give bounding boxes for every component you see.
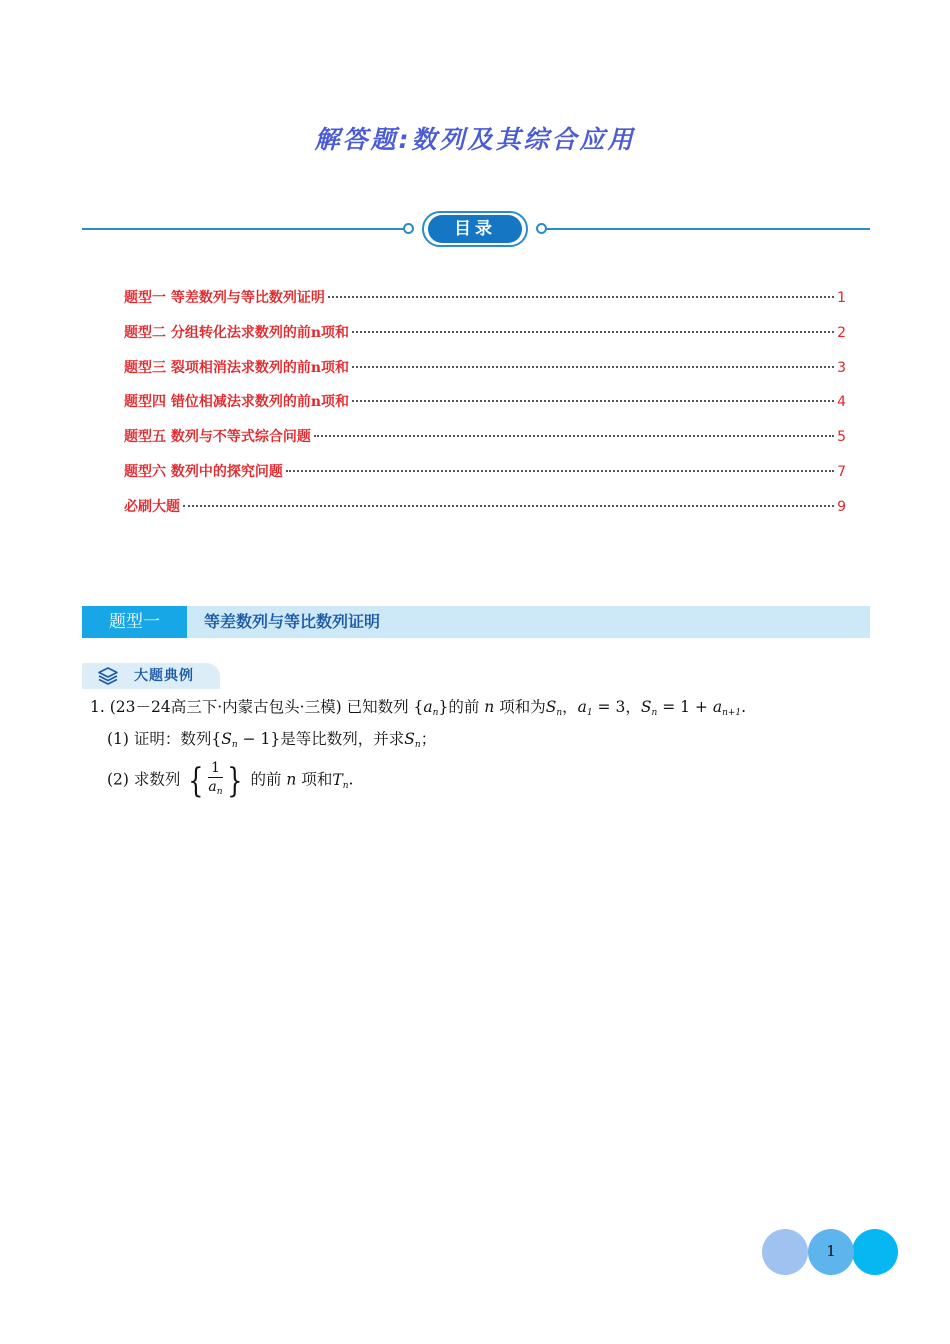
problem-stem: 1. (23－24高三下·内蒙古包头·三模) 已知数列 $\{a_n\}$的前 n 项和为$S_n$，$a_1 = 3$，$S_n = 1 + a_{n+1}$.	[90, 698, 747, 718]
problem-source: (23－24高三下·内蒙古包头·三模)	[109, 698, 342, 716]
toc-leader-dots	[352, 331, 834, 333]
math-expr: $S_n$	[404, 730, 421, 750]
toc-item-label: 题型一 等差数列与等比数列证明	[124, 290, 325, 306]
problem-text: 是等比数列，并求	[280, 730, 405, 748]
toc-item-label: 题型四 错位相减法求数列的前n项和	[124, 394, 350, 411]
toc-leader-dots	[352, 400, 834, 402]
toc-item[interactable]	[124, 287, 846, 322]
example-label: 大题典例	[134, 668, 194, 684]
toc-item-label: 题型三 裂项相消法求数列的前n项和	[124, 359, 350, 376]
toc-divider-right	[546, 228, 870, 230]
problem-text: ，	[625, 698, 641, 716]
math-fraction-set: { $\frac{1}{a_n}$ }	[188, 760, 243, 801]
page-number: 1	[826, 1242, 836, 1260]
problem-text: ，	[562, 698, 578, 716]
toc-item-page: 3	[837, 359, 846, 376]
page-circle-decor	[852, 1229, 898, 1275]
toc-heading: 目录	[428, 215, 522, 243]
math-expr: $T_n$	[332, 770, 349, 791]
page-circle-decor	[762, 1229, 808, 1275]
toc-leader-dots	[286, 470, 834, 472]
toc-item-label: 题型五 数列与不等式综合问题	[124, 429, 311, 446]
toc-item-page: 4	[837, 394, 846, 411]
math-expr: n	[281, 770, 302, 789]
toc-item-page: 5	[837, 429, 846, 446]
toc-divider-left	[82, 228, 404, 230]
toc-leader-dots	[352, 366, 834, 368]
section-title: 等差数列与等比数列证明	[204, 612, 381, 631]
toc-item-page: 2	[837, 324, 846, 341]
problem-text: ；	[420, 730, 437, 748]
document-title: 解答题:数列及其综合应用	[314, 125, 636, 154]
page-indicator	[762, 1229, 902, 1277]
problem-text: 的前	[250, 770, 282, 789]
problem-text: 项和为	[499, 698, 546, 716]
table-of-contents	[124, 287, 846, 531]
toc-item[interactable]	[124, 496, 846, 531]
math-expr: $\{S_n - 1\}$	[211, 730, 281, 750]
problem-part-1	[107, 726, 436, 758]
problem-text: (2) 求数列	[107, 770, 181, 789]
toc-leader-dots	[314, 435, 834, 437]
problem-text: (1) 证明：数列	[107, 730, 212, 748]
problem-part-2	[107, 760, 353, 801]
problem-text: 项和	[301, 770, 333, 789]
section-header	[82, 606, 870, 638]
toc-item[interactable]	[124, 357, 846, 392]
toc-item-page: 1	[837, 290, 846, 306]
section-tag: 题型一	[82, 606, 187, 638]
toc-item-label: 必刷大题	[124, 498, 180, 515]
problem-number: 1.	[90, 698, 105, 716]
math-expr: $S_n = 1 + a_{n+1}$.	[640, 698, 747, 718]
math-expr: $a_1 = 3$	[577, 698, 626, 718]
layers-icon	[96, 666, 120, 686]
toc-item[interactable]	[124, 322, 846, 357]
toc-item[interactable]	[124, 391, 846, 426]
toc-leader-dots	[183, 505, 834, 507]
toc-item-label: 题型二 分组转化法求数列的前n项和	[124, 324, 350, 341]
problem-1	[90, 694, 747, 801]
toc-leader-dots	[328, 296, 834, 298]
problem-text: .	[348, 770, 354, 789]
example-badge	[82, 663, 220, 689]
toc-item[interactable]	[124, 426, 846, 461]
toc-item-page: 9	[837, 498, 846, 515]
toc-item-label: 题型六 数列中的探究问题	[124, 463, 283, 480]
toc-divider-dot-left	[403, 223, 414, 234]
math-expr: $\{a_n\}$	[413, 698, 449, 718]
toc-item[interactable]	[124, 461, 846, 496]
problem-text: 的前	[448, 698, 480, 716]
math-expr: n	[479, 698, 500, 716]
math-expr: S	[545, 698, 557, 716]
problem-text: 已知数列	[346, 698, 409, 716]
toc-item-page: 7	[837, 463, 846, 480]
